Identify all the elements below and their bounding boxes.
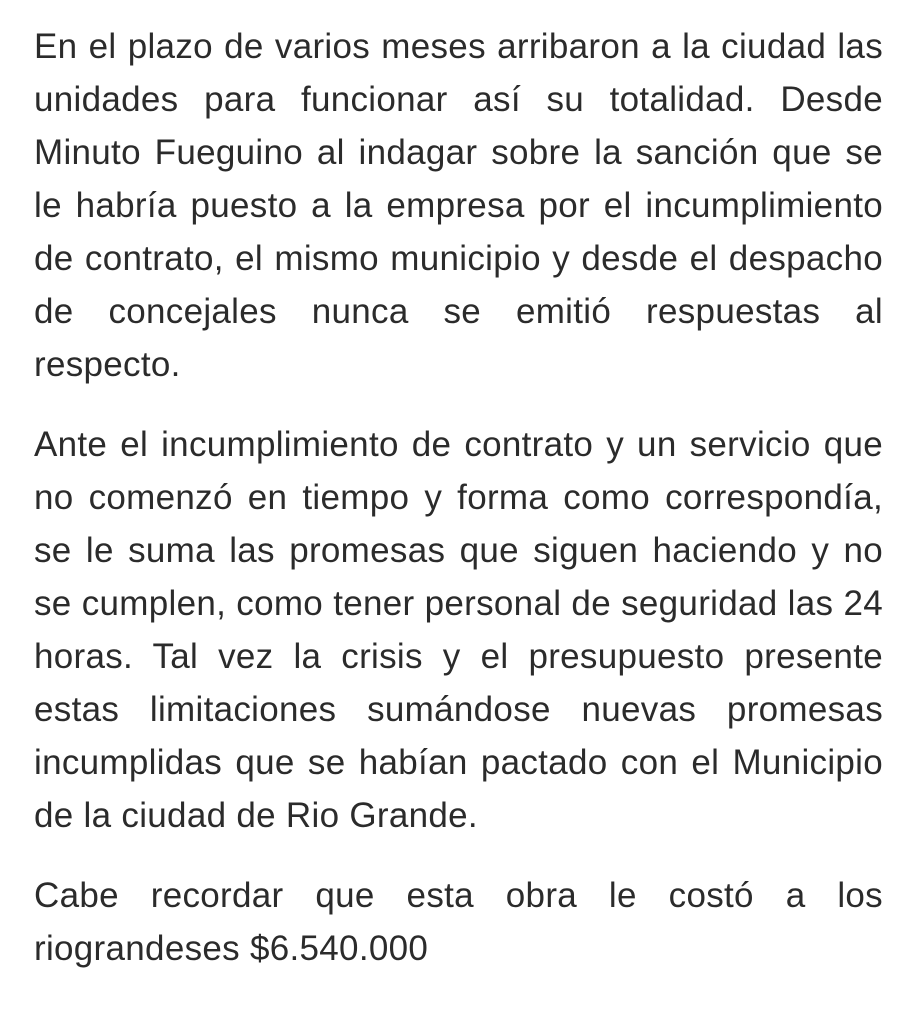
article-paragraph-2: Ante el incumplimiento de contrato y un servicio que no comenzó en tiempo y forma como correspondía, se le suma las promesas que siguen haciendo y no se cumplen, como tener personal de seguridad las 24 horas. Tal vez la crisis y el presupuesto presente estas limitaciones sumándose nuevas promesas incumplidas que se habían pactado con el Municipio de la ciudad de Rio Grande. [34, 425, 883, 835]
article-paragraph-3: Cabe recordar que esta obra le costó a los riograndeses $6.540.000 [34, 876, 883, 968]
article-paragraph-1: En el plazo de varios meses arribaron a la ciudad las unidades para funcionar así su totalidad. Desde Minuto Fueguino al indagar sobre la sanción que se le habría puesto a la empresa por el incumplimiento de contrato, el mismo municipio y desde el despacho de concejales nunca se emitió respuestas al respecto. [34, 27, 883, 384]
article-body [34, 20, 883, 975]
